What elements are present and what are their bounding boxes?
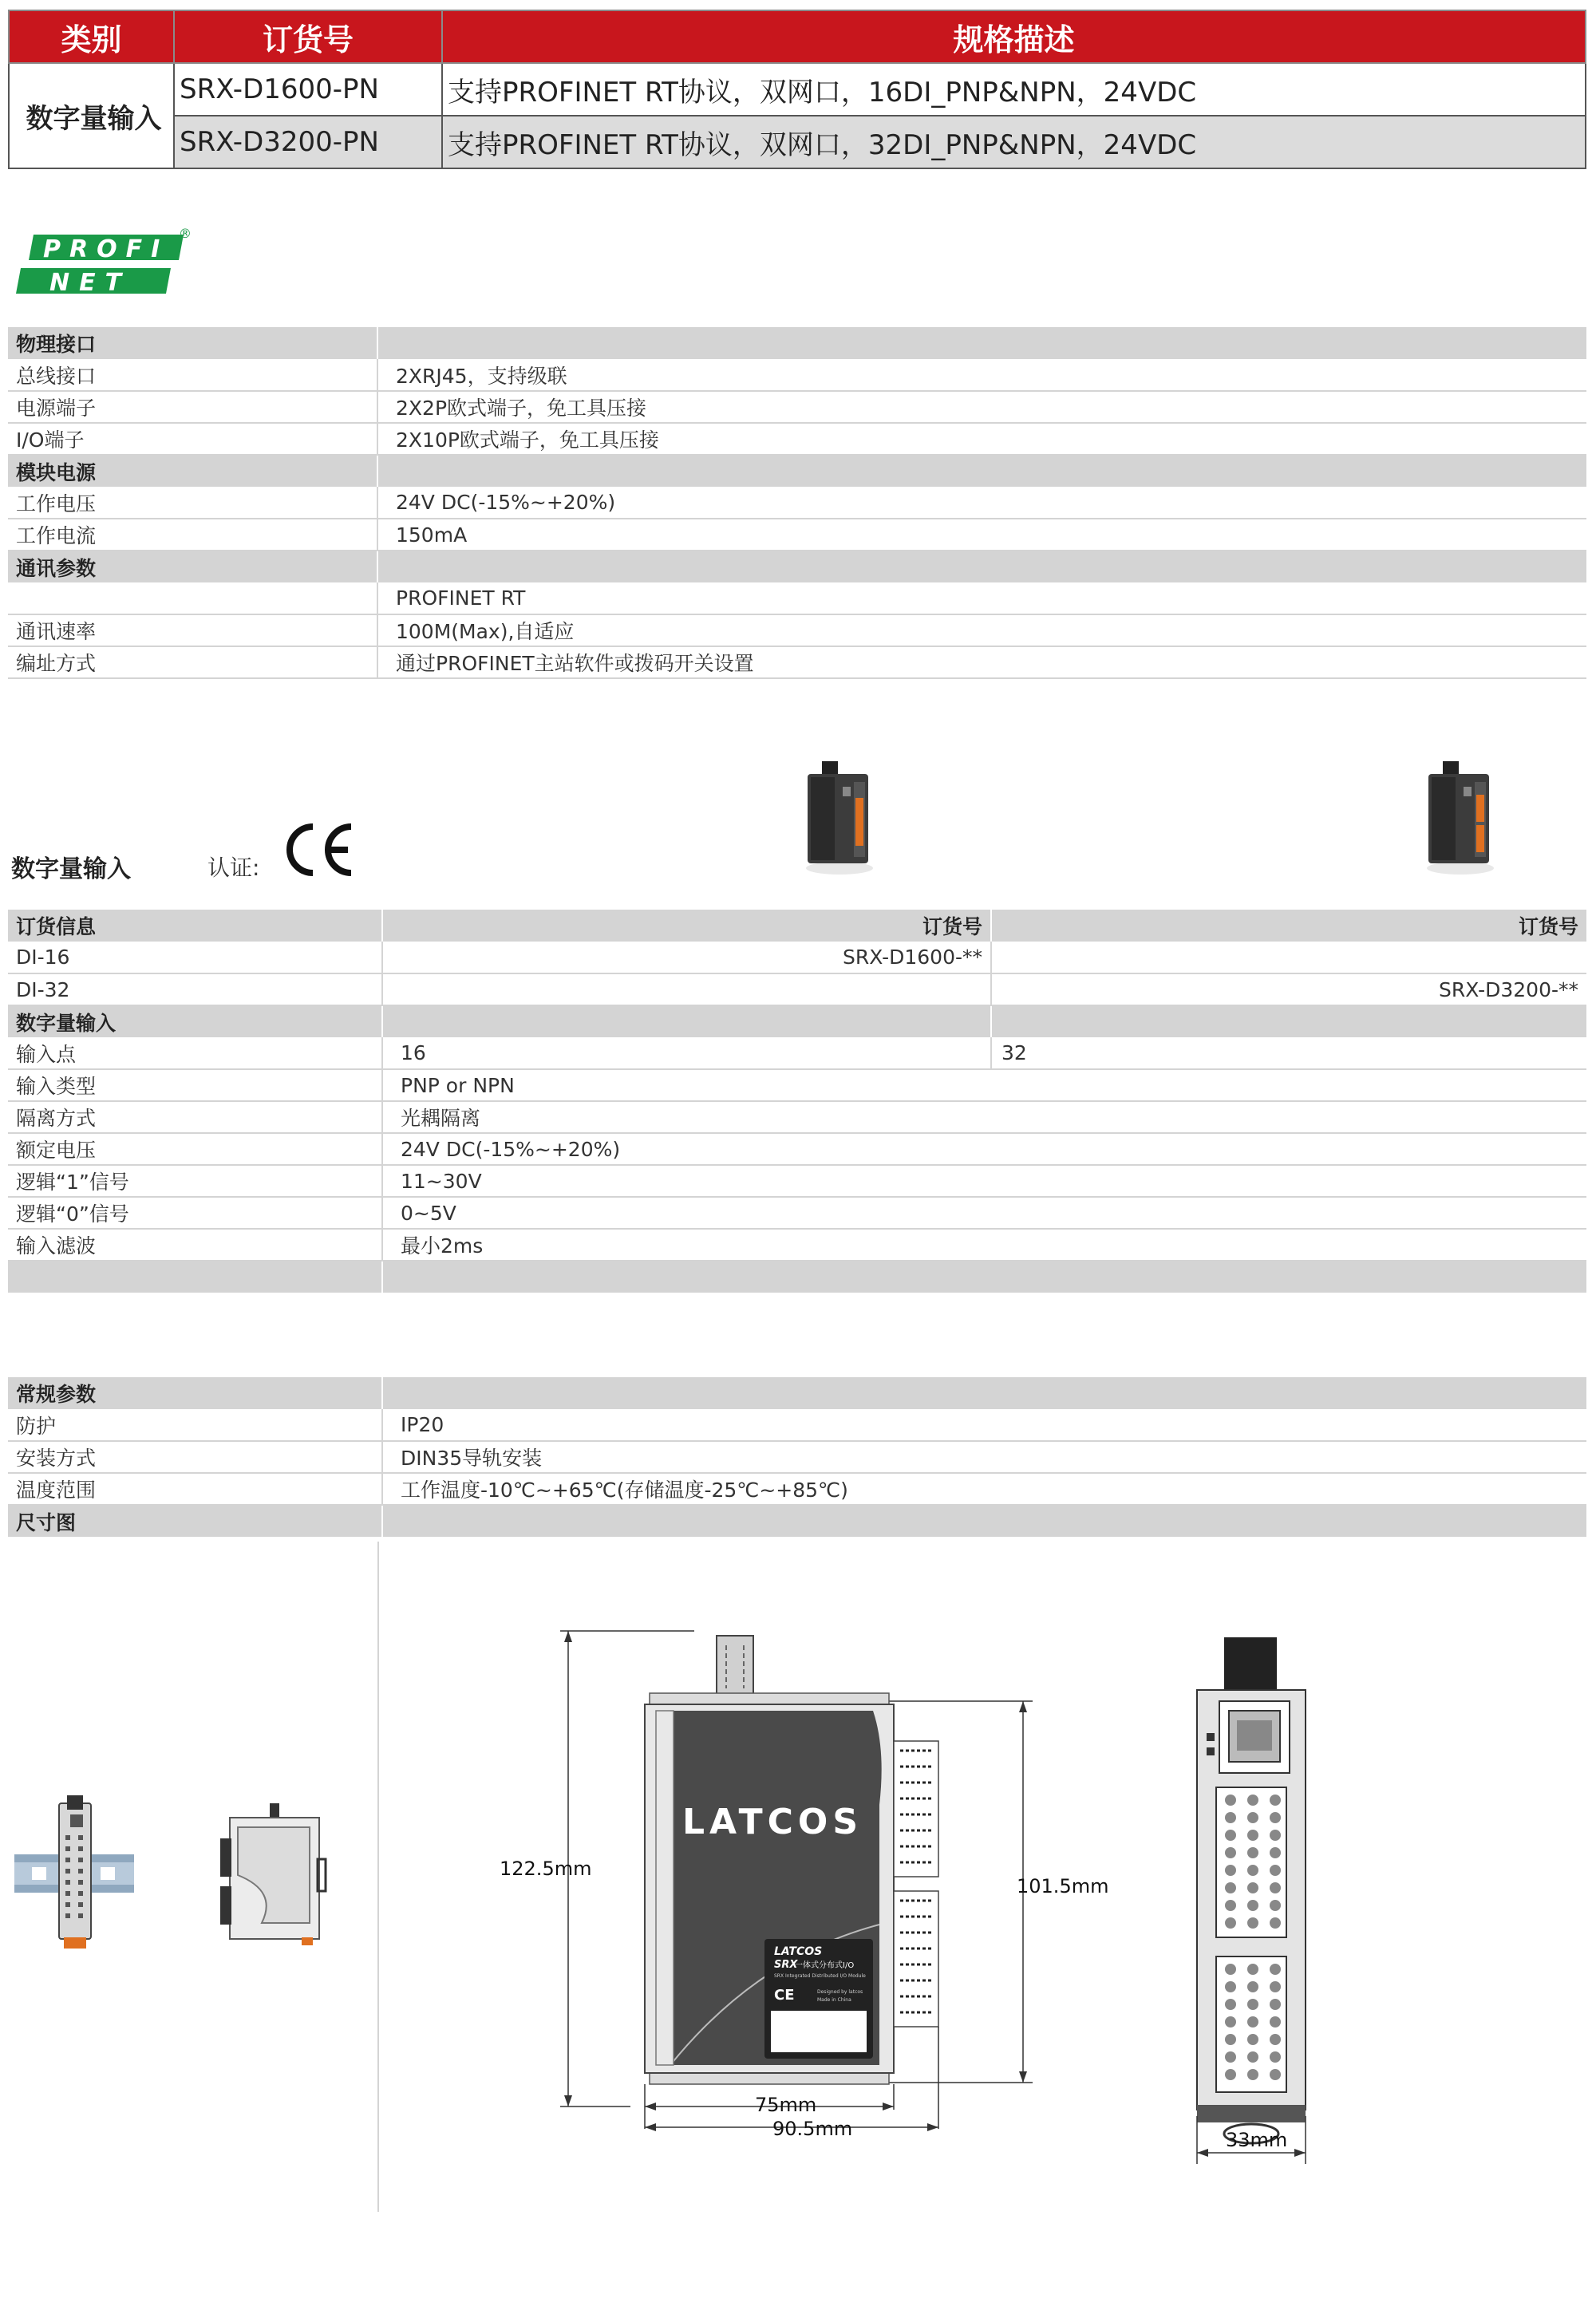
logo-line2: NET <box>49 269 132 297</box>
dim-height-total: 122.5mm <box>500 1858 592 1880</box>
section-header-comm <box>8 551 1586 582</box>
section-header-order-info <box>8 910 1586 942</box>
row-value: 24V DC(-15%~+20%) <box>377 487 1586 519</box>
row-label: 温度范围 <box>8 1473 382 1505</box>
table-row <box>9 116 1586 168</box>
header-order-code: 订货号 <box>174 10 442 63</box>
row-label: 逻辑“1”信号 <box>8 1165 382 1197</box>
module-front-dimension-drawing <box>551 1621 1061 2132</box>
row-value: 11~30V <box>382 1165 1586 1197</box>
label-designed-text: Designed by latcos <box>817 1989 863 1995</box>
row-label: I/O端子 <box>8 423 377 455</box>
section-title: 物理接口 <box>8 327 377 359</box>
label-ce-text: CE <box>774 1987 795 2004</box>
logo-registered-mark: ® <box>179 226 192 241</box>
row-label <box>8 582 377 614</box>
row-value: 100M(Max),自适应 <box>377 614 1586 646</box>
row-label: 工作电压 <box>8 487 377 519</box>
table-row <box>8 942 1586 973</box>
section-footer-bar <box>8 1261 1586 1293</box>
table-row <box>8 582 1586 614</box>
table-row <box>8 487 1586 519</box>
table-row <box>8 1101 1586 1133</box>
spec-table-digital-input <box>8 910 1586 1293</box>
table-row <box>8 1133 1586 1165</box>
label-series-text: SRX <box>774 1959 798 1971</box>
dim-width-body: 75mm <box>755 2094 817 2116</box>
module-side-dimension-drawing <box>1173 1637 1333 2164</box>
label-made-text: Made in China <box>817 1997 851 2003</box>
table-row <box>8 1069 1586 1101</box>
section-title: 模块电源 <box>8 455 377 487</box>
row-label: 安装方式 <box>8 1441 382 1473</box>
label-brand-text: LATCOS <box>774 1945 823 1958</box>
table-row <box>8 1229 1586 1261</box>
row-value <box>382 973 991 1005</box>
logo-line1: PROFI <box>43 235 169 263</box>
row-label: 输入点 <box>8 1037 382 1069</box>
section-title: 尺寸图 <box>8 1505 382 1537</box>
product-photo-di16 <box>798 758 878 878</box>
table-row <box>8 423 1586 455</box>
row-label: 编址方式 <box>8 646 377 678</box>
table-row <box>8 519 1586 551</box>
row-label: 逻辑“0”信号 <box>8 1197 382 1229</box>
section-header-physical <box>8 327 1586 359</box>
table-row <box>8 646 1586 678</box>
row-value: PNP or NPN <box>382 1069 1586 1101</box>
row-label: DI-32 <box>8 973 382 1005</box>
row-value: 0~5V <box>382 1197 1586 1229</box>
row-value: 150mA <box>377 519 1586 551</box>
order-code-cell: SRX-D1600-PN <box>174 63 442 116</box>
row-value: DIN35导轨安装 <box>382 1441 1586 1473</box>
profinet-logo <box>14 225 192 302</box>
certification-label: 认证: <box>207 855 260 881</box>
table-row <box>8 1037 1586 1069</box>
table-row <box>8 1409 1586 1441</box>
ce-mark-icon <box>281 822 358 878</box>
spec-desc-cell: 支持PROFINET RT协议，双网口，16DI_PNP&NPN，24VDC <box>442 63 1586 116</box>
dimension-drawing-area <box>8 1542 1586 2212</box>
table-row <box>8 1441 1586 1473</box>
module-side-thumbnail <box>214 1803 334 1947</box>
label-line2-text: SRX Integrated Distributed I/O Module <box>774 1973 866 1979</box>
table-row <box>8 391 1586 423</box>
section-title: 通讯参数 <box>8 551 377 582</box>
spec-table-general <box>8 1377 1586 1537</box>
row-value: IP20 <box>382 1409 1586 1441</box>
row-value: 16 <box>382 1037 991 1069</box>
section-header-digital-input <box>8 1005 1586 1037</box>
section-header-dimension <box>8 1505 1586 1537</box>
spec-table-interface <box>8 327 1586 679</box>
row-value: 通过PROFINET主站软件或拨码开关设置 <box>377 646 1586 678</box>
row-value: SRX-D1600-** <box>382 942 991 973</box>
header-category: 类别 <box>9 10 174 63</box>
table-row <box>9 63 1586 116</box>
table-row <box>8 1165 1586 1197</box>
row-value: 32 <box>991 1037 1586 1069</box>
dim-depth: 33mm <box>1226 2129 1288 2151</box>
order-table <box>8 10 1586 169</box>
category-cell: 数字量输入 <box>9 63 174 168</box>
section-title: 订货信息 <box>8 910 382 942</box>
header-spec-desc: 规格描述 <box>442 10 1586 63</box>
row-value: PROFINET RT <box>377 582 1586 614</box>
row-label: 总线接口 <box>8 359 377 391</box>
row-label: 电源端子 <box>8 391 377 423</box>
dim-height-body: 101.5mm <box>1017 1875 1109 1897</box>
column-header-order-code: 订货号 <box>382 910 991 942</box>
din-rail-front-thumbnail <box>14 1795 134 1955</box>
row-value: 最小2ms <box>382 1229 1586 1261</box>
section-title: 数字量输入 <box>8 1005 382 1037</box>
row-value: 24V DC(-15%~+20%) <box>382 1133 1586 1165</box>
column-header-order-code: 订货号 <box>991 910 1586 942</box>
label-line1-text: 一体式分布式I/O <box>795 1961 855 1970</box>
order-table-header <box>9 10 1586 63</box>
module-brand-text: LATCOS <box>681 1802 863 1842</box>
row-label: 工作电流 <box>8 519 377 551</box>
table-row <box>8 1473 1586 1505</box>
table-row <box>8 359 1586 391</box>
row-label: 输入滤波 <box>8 1229 382 1261</box>
product-photo-di32 <box>1419 758 1499 878</box>
row-label: 额定电压 <box>8 1133 382 1165</box>
section-header-power <box>8 455 1586 487</box>
dim-width-total: 90.5mm <box>772 2118 853 2140</box>
section-title-digital-input: 数字量输入 <box>11 855 131 883</box>
row-label: 隔离方式 <box>8 1101 382 1133</box>
row-value <box>991 942 1586 973</box>
row-value: 2XRJ45，支持级联 <box>377 359 1586 391</box>
row-value: 2X2P欧式端子，免工具压接 <box>377 391 1586 423</box>
row-label: 通讯速率 <box>8 614 377 646</box>
row-value: 光耦隔离 <box>382 1101 1586 1133</box>
row-label: 防护 <box>8 1409 382 1441</box>
spec-desc-cell: 支持PROFINET RT协议，双网口，32DI_PNP&NPN，24VDC <box>442 116 1586 168</box>
order-code-cell: SRX-D3200-PN <box>174 116 442 168</box>
table-row <box>8 973 1586 1005</box>
row-label: DI-16 <box>8 942 382 973</box>
section-header-general <box>8 1377 1586 1409</box>
row-value: SRX-D3200-** <box>991 973 1586 1005</box>
row-label: 输入类型 <box>8 1069 382 1101</box>
row-value: 2X10P欧式端子，免工具压接 <box>377 423 1586 455</box>
row-value: 工作温度-10℃~+65℃(存储温度-25℃~+85℃) <box>382 1473 1586 1505</box>
section-title: 常规参数 <box>8 1377 382 1409</box>
divider <box>377 1542 379 2212</box>
table-row <box>8 614 1586 646</box>
table-row <box>8 1197 1586 1229</box>
